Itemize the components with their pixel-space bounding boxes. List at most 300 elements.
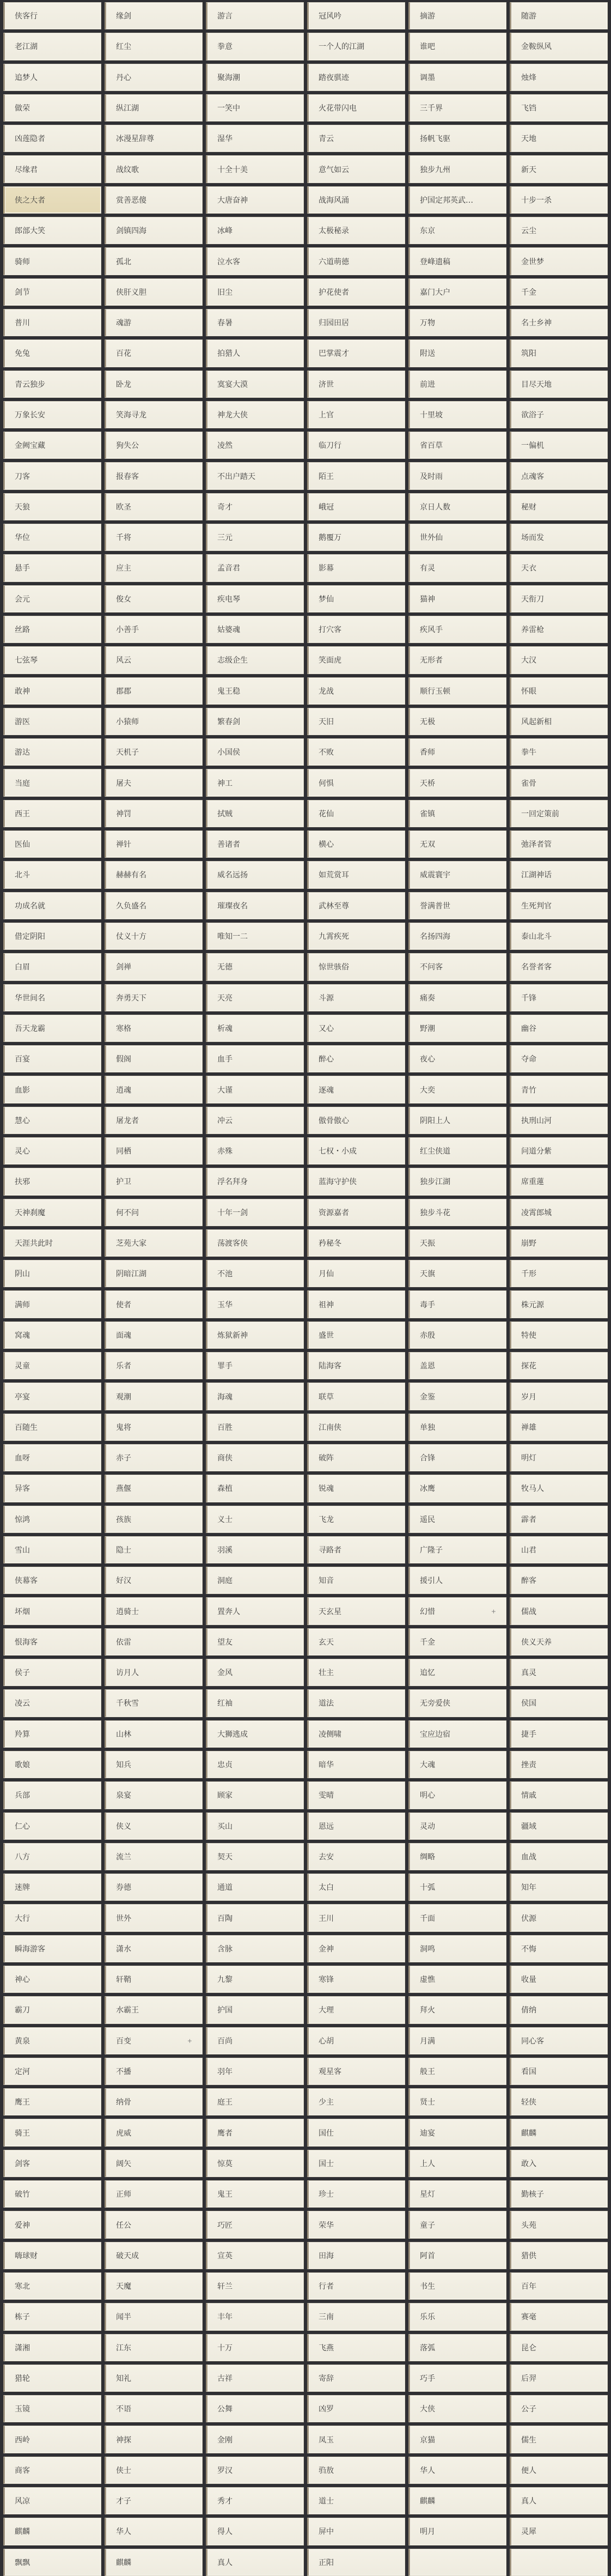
- grid-cell[interactable]: [408, 2, 506, 29]
- grid-cell[interactable]: [307, 1383, 405, 1410]
- grid-cell[interactable]: [206, 708, 304, 735]
- grid-cell[interactable]: [307, 1168, 405, 1195]
- grid-cell[interactable]: [206, 2549, 304, 2576]
- grid-cell[interactable]: [206, 186, 304, 214]
- grid-cell[interactable]: [3, 1935, 101, 1962]
- grid-cell[interactable]: [3, 462, 101, 489]
- grid-cell[interactable]: [408, 2211, 506, 2238]
- grid-cell[interactable]: [3, 1874, 101, 1901]
- grid-cell[interactable]: [105, 2242, 203, 2269]
- grid-cell[interactable]: [206, 2365, 304, 2392]
- grid-cell[interactable]: [307, 861, 405, 888]
- grid-cell[interactable]: [105, 186, 203, 214]
- grid-cell[interactable]: [105, 1781, 203, 1809]
- grid-cell[interactable]: [307, 1444, 405, 1471]
- grid-cell[interactable]: [3, 2211, 101, 2238]
- grid-cell[interactable]: [510, 1168, 608, 1195]
- grid-cell[interactable]: [206, 984, 304, 1011]
- grid-cell[interactable]: [105, 1843, 203, 1870]
- grid-cell[interactable]: [206, 892, 304, 919]
- grid-cell[interactable]: [408, 1628, 506, 1656]
- grid-cell[interactable]: [307, 1689, 405, 1717]
- grid-cell[interactable]: [510, 1659, 608, 1686]
- grid-cell[interactable]: [206, 769, 304, 796]
- grid-cell[interactable]: [105, 1414, 203, 1441]
- grid-cell[interactable]: [206, 1168, 304, 1195]
- grid-cell[interactable]: [3, 1352, 101, 1379]
- grid-cell[interactable]: [3, 861, 101, 888]
- grid-cell[interactable]: [3, 432, 101, 459]
- grid-cell[interactable]: [105, 493, 203, 520]
- grid-cell[interactable]: [510, 493, 608, 520]
- grid-cell[interactable]: [206, 1689, 304, 1717]
- grid-cell[interactable]: [105, 1506, 203, 1533]
- grid-cell[interactable]: [408, 738, 506, 766]
- grid-cell[interactable]: [408, 432, 506, 459]
- grid-cell[interactable]: [206, 1935, 304, 1962]
- grid-cell[interactable]: [105, 340, 203, 367]
- grid-cell[interactable]: [408, 984, 506, 1011]
- grid-cell[interactable]: [105, 1290, 203, 1318]
- grid-cell[interactable]: [3, 493, 101, 520]
- grid-cell[interactable]: [510, 94, 608, 122]
- grid-cell[interactable]: [105, 2211, 203, 2238]
- grid-cell[interactable]: [408, 1720, 506, 1748]
- grid-cell[interactable]: [510, 524, 608, 551]
- grid-cell[interactable]: [105, 94, 203, 122]
- grid-cell[interactable]: [105, 1813, 203, 1840]
- grid-cell[interactable]: [3, 1137, 101, 1165]
- grid-cell[interactable]: [408, 2150, 506, 2177]
- grid-cell[interactable]: [510, 2457, 608, 2484]
- grid-cell[interactable]: [3, 94, 101, 122]
- grid-cell[interactable]: [105, 1322, 203, 1349]
- grid-cell[interactable]: [510, 1720, 608, 1748]
- grid-cell[interactable]: [206, 1813, 304, 1840]
- grid-cell[interactable]: [206, 2272, 304, 2300]
- grid-cell[interactable]: [510, 462, 608, 489]
- grid-cell[interactable]: [408, 953, 506, 980]
- grid-cell[interactable]: [510, 2395, 608, 2422]
- grid-cell[interactable]: [408, 186, 506, 214]
- grid-cell[interactable]: [206, 1045, 304, 1072]
- grid-cell[interactable]: [307, 1720, 405, 1748]
- grid-cell[interactable]: [3, 800, 101, 827]
- grid-cell[interactable]: [408, 340, 506, 367]
- grid-cell[interactable]: [105, 2088, 203, 2116]
- grid-cell[interactable]: [105, 2150, 203, 2177]
- grid-cell[interactable]: [408, 2303, 506, 2330]
- grid-cell[interactable]: [510, 1536, 608, 1563]
- grid-cell[interactable]: [105, 64, 203, 91]
- grid-cell[interactable]: [307, 1536, 405, 1563]
- grid-cell[interactable]: [307, 2211, 405, 2238]
- grid-cell[interactable]: [3, 769, 101, 796]
- grid-cell[interactable]: [510, 432, 608, 459]
- grid-cell[interactable]: [206, 1904, 304, 1931]
- grid-cell[interactable]: [408, 769, 506, 796]
- grid-cell[interactable]: [510, 1751, 608, 1778]
- grid-cell[interactable]: [206, 94, 304, 122]
- grid-cell[interactable]: [307, 1935, 405, 1962]
- grid-cell[interactable]: [3, 2180, 101, 2208]
- grid-cell[interactable]: [510, 401, 608, 428]
- grid-cell[interactable]: [105, 2426, 203, 2453]
- grid-cell[interactable]: [206, 217, 304, 244]
- grid-cell[interactable]: [408, 1015, 506, 1042]
- grid-cell[interactable]: [408, 2457, 506, 2484]
- grid-cell[interactable]: [307, 1475, 405, 1502]
- grid-cell[interactable]: [307, 2334, 405, 2361]
- grid-cell[interactable]: [105, 1751, 203, 1778]
- grid-cell[interactable]: [510, 831, 608, 858]
- grid-cell[interactable]: [510, 247, 608, 275]
- grid-cell[interactable]: [510, 2272, 608, 2300]
- grid-cell[interactable]: [206, 677, 304, 705]
- grid-cell[interactable]: [408, 1843, 506, 1870]
- grid-cell[interactable]: [307, 738, 405, 766]
- grid-cell[interactable]: [3, 2487, 101, 2514]
- grid-cell[interactable]: [307, 94, 405, 122]
- grid-cell[interactable]: [510, 2150, 608, 2177]
- grid-cell[interactable]: [307, 1751, 405, 1778]
- grid-cell[interactable]: [408, 646, 506, 674]
- grid-cell[interactable]: [105, 2058, 203, 2085]
- grid-cell[interactable]: [105, 831, 203, 858]
- grid-cell[interactable]: [3, 2272, 101, 2300]
- grid-cell[interactable]: [206, 1383, 304, 1410]
- grid-cell[interactable]: [3, 892, 101, 919]
- grid-cell[interactable]: [206, 2, 304, 29]
- grid-cell[interactable]: [206, 2150, 304, 2177]
- grid-cell[interactable]: [3, 401, 101, 428]
- grid-cell[interactable]: [206, 2518, 304, 2545]
- grid-cell[interactable]: [206, 2088, 304, 2116]
- grid-cell[interactable]: [105, 2334, 203, 2361]
- grid-cell[interactable]: [408, 2395, 506, 2422]
- grid-cell[interactable]: [206, 1444, 304, 1471]
- grid-cell[interactable]: [206, 64, 304, 91]
- grid-cell[interactable]: [510, 1689, 608, 1717]
- grid-cell[interactable]: [206, 923, 304, 950]
- grid-cell[interactable]: [307, 1813, 405, 1840]
- grid-cell[interactable]: [105, 1904, 203, 1931]
- grid-cell[interactable]: [105, 2180, 203, 2208]
- grid-cell[interactable]: [105, 1597, 203, 1625]
- grid-cell[interactable]: [206, 1720, 304, 1748]
- grid-cell[interactable]: [3, 2518, 101, 2545]
- grid-cell[interactable]: [510, 1628, 608, 1656]
- grid-cell[interactable]: [3, 585, 101, 613]
- grid-cell[interactable]: [105, 1874, 203, 1901]
- grid-cell[interactable]: [3, 340, 101, 367]
- grid-cell[interactable]: [307, 1199, 405, 1226]
- grid-cell[interactable]: [408, 33, 506, 60]
- grid-cell[interactable]: [307, 1137, 405, 1165]
- grid-cell[interactable]: [510, 2242, 608, 2269]
- grid-cell[interactable]: [408, 1597, 506, 1625]
- grid-cell[interactable]: [510, 1813, 608, 1840]
- grid-cell[interactable]: [206, 1229, 304, 1257]
- grid-cell[interactable]: [408, 401, 506, 428]
- grid-cell[interactable]: [510, 2487, 608, 2514]
- grid-cell[interactable]: [105, 1996, 203, 2023]
- grid-cell[interactable]: [3, 1506, 101, 1533]
- grid-cell[interactable]: [307, 1597, 405, 1625]
- grid-cell[interactable]: [206, 278, 304, 306]
- grid-cell[interactable]: [408, 1567, 506, 1594]
- grid-cell[interactable]: [510, 2334, 608, 2361]
- grid-cell[interactable]: [206, 2334, 304, 2361]
- grid-cell[interactable]: [206, 1322, 304, 1349]
- grid-cell[interactable]: [3, 217, 101, 244]
- grid-cell[interactable]: [510, 1597, 608, 1625]
- grid-cell[interactable]: [206, 309, 304, 336]
- grid-cell[interactable]: [105, 2303, 203, 2330]
- grid-cell[interactable]: [510, 1935, 608, 1962]
- grid-cell[interactable]: [3, 2242, 101, 2269]
- grid-cell[interactable]: [3, 2365, 101, 2392]
- grid-cell[interactable]: [206, 1107, 304, 1134]
- grid-cell[interactable]: [105, 585, 203, 613]
- grid-cell[interactable]: [510, 1015, 608, 1042]
- grid-cell[interactable]: [3, 738, 101, 766]
- grid-cell[interactable]: [206, 1137, 304, 1165]
- grid-cell[interactable]: [105, 1199, 203, 1226]
- grid-cell[interactable]: [105, 861, 203, 888]
- grid-cell[interactable]: [105, 554, 203, 581]
- grid-cell[interactable]: [105, 278, 203, 306]
- grid-cell[interactable]: [510, 1137, 608, 1165]
- grid-cell[interactable]: [105, 984, 203, 1011]
- grid-cell[interactable]: [206, 2303, 304, 2330]
- grid-cell[interactable]: [206, 1506, 304, 1533]
- grid-cell[interactable]: [408, 1260, 506, 1287]
- grid-cell[interactable]: [3, 923, 101, 950]
- grid-cell[interactable]: [3, 1781, 101, 1809]
- grid-cell[interactable]: [105, 1935, 203, 1962]
- grid-cell[interactable]: [408, 1751, 506, 1778]
- grid-cell[interactable]: [206, 2395, 304, 2422]
- grid-cell[interactable]: [408, 2242, 506, 2269]
- grid-cell[interactable]: [510, 2088, 608, 2116]
- grid-cell[interactable]: [510, 1874, 608, 1901]
- grid-cell[interactable]: [3, 2426, 101, 2453]
- grid-cell[interactable]: [206, 1290, 304, 1318]
- grid-cell[interactable]: [408, 1506, 506, 1533]
- grid-cell[interactable]: [408, 309, 506, 336]
- grid-cell[interactable]: [510, 278, 608, 306]
- grid-cell[interactable]: [408, 2027, 506, 2054]
- grid-cell[interactable]: [105, 1628, 203, 1656]
- grid-cell[interactable]: [3, 1322, 101, 1349]
- grid-cell[interactable]: [408, 1229, 506, 1257]
- grid-cell[interactable]: [105, 1107, 203, 1134]
- grid-cell[interactable]: [105, 217, 203, 244]
- grid-cell[interactable]: [510, 800, 608, 827]
- grid-cell[interactable]: [510, 923, 608, 950]
- grid-cell[interactable]: [510, 2058, 608, 2085]
- grid-cell[interactable]: [105, 1260, 203, 1287]
- grid-cell[interactable]: [206, 1996, 304, 2023]
- grid-cell[interactable]: [206, 493, 304, 520]
- grid-cell[interactable]: [307, 340, 405, 367]
- grid-cell[interactable]: [206, 1966, 304, 1993]
- grid-cell[interactable]: [307, 1260, 405, 1287]
- grid-cell[interactable]: [105, 1229, 203, 1257]
- grid-cell[interactable]: [206, 371, 304, 398]
- grid-cell[interactable]: [307, 984, 405, 1011]
- grid-cell[interactable]: [105, 2272, 203, 2300]
- grid-cell[interactable]: [206, 1414, 304, 1441]
- grid-cell[interactable]: [510, 861, 608, 888]
- grid-cell[interactable]: [3, 2027, 101, 2054]
- grid-cell[interactable]: [206, 953, 304, 980]
- grid-cell[interactable]: [408, 923, 506, 950]
- grid-cell[interactable]: [307, 64, 405, 91]
- grid-cell[interactable]: [206, 738, 304, 766]
- grid-cell[interactable]: [206, 1352, 304, 1379]
- grid-cell[interactable]: [307, 800, 405, 827]
- grid-cell[interactable]: [105, 1567, 203, 1594]
- grid-cell[interactable]: [510, 1322, 608, 1349]
- grid-cell[interactable]: [3, 1015, 101, 1042]
- grid-cell[interactable]: [105, 371, 203, 398]
- grid-cell[interactable]: [408, 1996, 506, 2023]
- grid-cell[interactable]: [3, 1107, 101, 1134]
- grid-cell[interactable]: [307, 155, 405, 183]
- grid-cell[interactable]: [307, 2150, 405, 2177]
- grid-cell[interactable]: [206, 2119, 304, 2146]
- grid-cell[interactable]: [3, 33, 101, 60]
- grid-cell[interactable]: [307, 677, 405, 705]
- grid-cell[interactable]: [307, 1904, 405, 1931]
- grid-cell[interactable]: [307, 524, 405, 551]
- grid-cell[interactable]: [307, 401, 405, 428]
- grid-cell[interactable]: [408, 1689, 506, 1717]
- grid-cell[interactable]: [3, 708, 101, 735]
- grid-cell[interactable]: [307, 1966, 405, 1993]
- grid-cell[interactable]: [307, 2, 405, 29]
- grid-cell[interactable]: [3, 1260, 101, 1287]
- grid-cell[interactable]: [408, 2272, 506, 2300]
- grid-cell[interactable]: [408, 1352, 506, 1379]
- grid-cell[interactable]: [510, 1076, 608, 1103]
- grid-cell[interactable]: [105, 524, 203, 551]
- grid-cell[interactable]: [105, 2457, 203, 2484]
- grid-cell[interactable]: [307, 462, 405, 489]
- grid-cell[interactable]: [206, 2180, 304, 2208]
- grid-cell[interactable]: [3, 2303, 101, 2330]
- grid-cell[interactable]: [510, 2119, 608, 2146]
- grid-cell[interactable]: [105, 677, 203, 705]
- grid-cell[interactable]: [206, 646, 304, 674]
- grid-cell[interactable]: [206, 1628, 304, 1656]
- grid-cell[interactable]: [105, 1444, 203, 1471]
- grid-cell[interactable]: [307, 831, 405, 858]
- grid-cell[interactable]: [510, 585, 608, 613]
- grid-cell[interactable]: [510, 677, 608, 705]
- grid-cell[interactable]: [408, 1414, 506, 1441]
- grid-cell[interactable]: [510, 1414, 608, 1441]
- grid-cell[interactable]: [206, 1475, 304, 1502]
- grid-cell[interactable]: [206, 1199, 304, 1226]
- grid-cell[interactable]: [307, 247, 405, 275]
- grid-cell[interactable]: [408, 2334, 506, 2361]
- grid-cell[interactable]: [408, 94, 506, 122]
- grid-cell[interactable]: [307, 125, 405, 152]
- grid-cell[interactable]: [3, 2150, 101, 2177]
- grid-cell[interactable]: [307, 2303, 405, 2330]
- grid-cell[interactable]: [408, 1781, 506, 1809]
- grid-cell[interactable]: [206, 1567, 304, 1594]
- grid-cell[interactable]: [105, 1168, 203, 1195]
- grid-cell[interactable]: [307, 953, 405, 980]
- grid-cell[interactable]: [206, 1597, 304, 1625]
- grid-cell[interactable]: [408, 2426, 506, 2453]
- grid-cell[interactable]: [510, 769, 608, 796]
- grid-cell[interactable]: [3, 1290, 101, 1318]
- grid-cell[interactable]: [105, 125, 203, 152]
- grid-cell[interactable]: [206, 2058, 304, 2085]
- grid-cell[interactable]: [206, 2457, 304, 2484]
- grid-cell[interactable]: [510, 1904, 608, 1931]
- grid-cell[interactable]: [510, 217, 608, 244]
- grid-cell[interactable]: [3, 1444, 101, 1471]
- grid-cell[interactable]: [307, 1843, 405, 1870]
- grid-cell[interactable]: [206, 2242, 304, 2269]
- grid-cell[interactable]: [307, 2365, 405, 2392]
- grid-cell[interactable]: [510, 1383, 608, 1410]
- grid-cell[interactable]: [408, 1168, 506, 1195]
- grid-cell[interactable]: [510, 64, 608, 91]
- grid-cell[interactable]: [307, 2549, 405, 2576]
- grid-cell[interactable]: [307, 33, 405, 60]
- grid-cell[interactable]: [3, 2395, 101, 2422]
- grid-cell[interactable]: [408, 278, 506, 306]
- grid-cell[interactable]: [206, 33, 304, 60]
- grid-cell[interactable]: [3, 646, 101, 674]
- grid-cell[interactable]: [206, 831, 304, 858]
- grid-cell[interactable]: [510, 554, 608, 581]
- grid-cell[interactable]: [307, 1506, 405, 1533]
- grid-cell[interactable]: [510, 1260, 608, 1287]
- grid-cell[interactable]: [206, 1781, 304, 1809]
- grid-cell[interactable]: [408, 1966, 506, 1993]
- grid-cell[interactable]: [105, 646, 203, 674]
- grid-cell[interactable]: [408, 462, 506, 489]
- grid-cell[interactable]: [307, 1352, 405, 1379]
- grid-cell[interactable]: [105, 1720, 203, 1748]
- grid-cell[interactable]: [3, 1904, 101, 1931]
- grid-cell[interactable]: [307, 1414, 405, 1441]
- grid-cell[interactable]: [3, 2549, 101, 2576]
- grid-cell[interactable]: [307, 1107, 405, 1134]
- grid-cell[interactable]: [206, 1659, 304, 1686]
- grid-cell[interactable]: [3, 524, 101, 551]
- grid-cell[interactable]: [307, 1290, 405, 1318]
- grid-cell[interactable]: [510, 1506, 608, 1533]
- grid-cell[interactable]: [307, 2058, 405, 2085]
- grid-cell[interactable]: [3, 1168, 101, 1195]
- grid-cell[interactable]: [3, 953, 101, 980]
- grid-cell[interactable]: [307, 1781, 405, 1809]
- grid-cell[interactable]: [105, 2365, 203, 2392]
- grid-cell[interactable]: [206, 340, 304, 367]
- grid-cell[interactable]: [105, 892, 203, 919]
- grid-cell[interactable]: [3, 247, 101, 275]
- grid-cell[interactable]: [510, 1475, 608, 1502]
